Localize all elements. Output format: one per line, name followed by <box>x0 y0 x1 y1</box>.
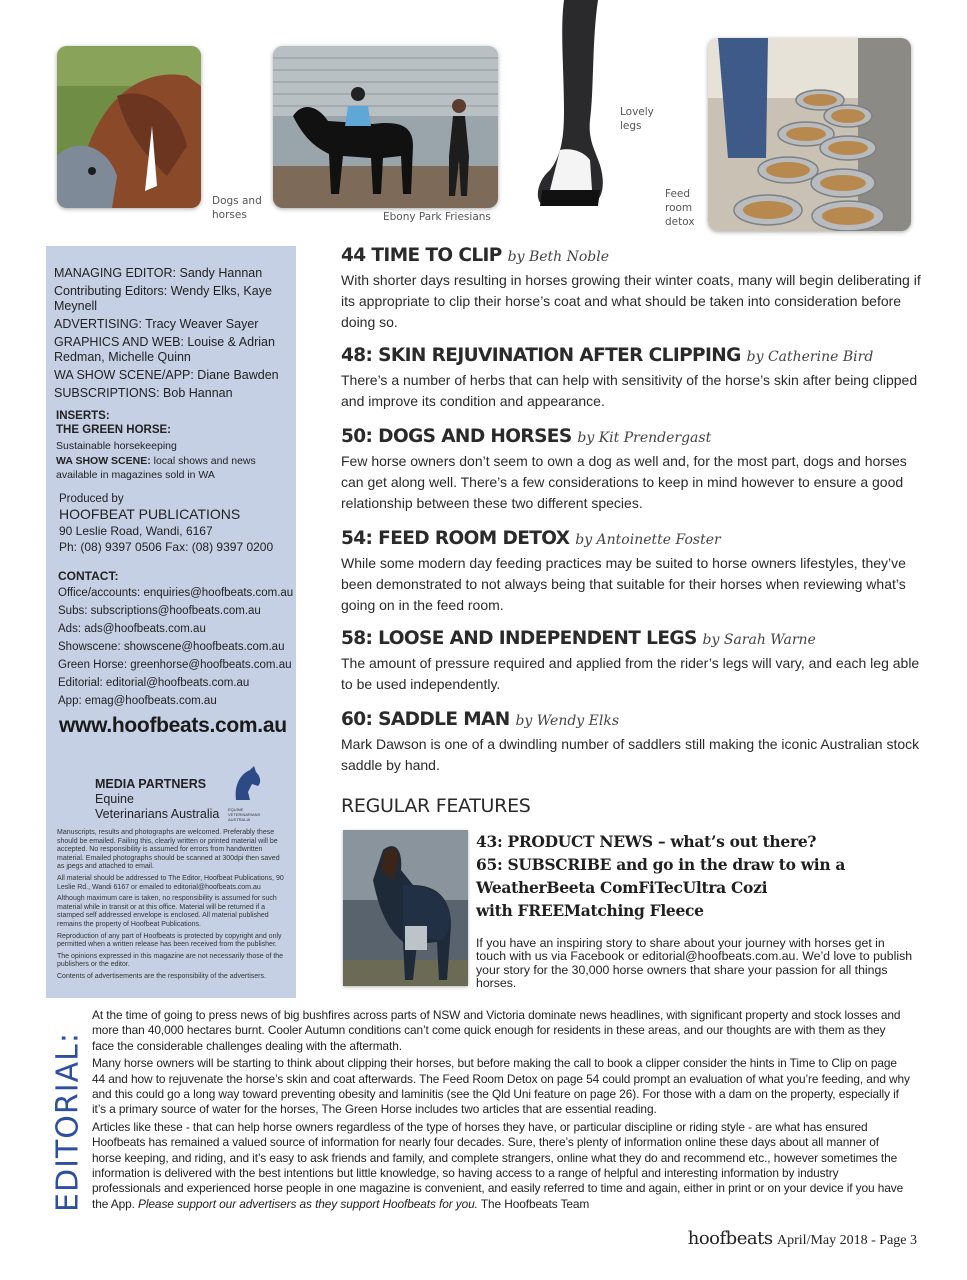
article-summary: Mark Dawson is one of a dwindling number of saddlers still making the iconic Australian stock saddle by hand. <box>341 736 920 773</box>
green-horse-heading: THE GREEN HORSE: <box>56 424 172 436</box>
friesians-photo <box>273 46 498 208</box>
fine-print-manuscripts: Manuscripts, results and photographs are welcomed. Preferably these should be emailed. Failing this, clearly written or printed material will be accepted. No responsibility is assumed for errors from handwritten material. Emailed photographs should be scanned at 300dpi then saved as jpegs and attached to email. <box>57 829 280 871</box>
partner-line1: Equine <box>95 792 134 806</box>
article-title: 54: FEED ROOM DETOX <box>341 528 570 549</box>
article-feed-room-detox <box>341 528 921 616</box>
article-title: 44 TIME TO CLIP <box>341 245 502 266</box>
article-summary: The amount of pressure required and applied from the rider’s legs will vary, and each leg able to be used independently. <box>341 655 920 692</box>
publisher-phone: Ph: (08) 9397 0506 Fax: (08) 9397 0200 <box>59 540 274 554</box>
article-time-to-clip <box>341 245 921 333</box>
article-byline: by Wendy Elks <box>515 713 620 729</box>
fine-print-opinions: The opinions expressed in this magazine are not necessarily those of the publishers or the editor. <box>57 952 284 969</box>
produced-by: Produced by <box>59 493 124 505</box>
advertising: ADVERTISING: Tracy Weaver Sayer <box>54 317 259 331</box>
editorial-paragraph-clipping: Many horse owners will be starting to think about clipping their horses, but before making the call to book a clipper consider the hints in Time to Clip on page 44 and how to rejuvenate the horse’s skin and coat afterwards. The Feed Room Detox on page 54 could prompt an evaluation of what you’re feeding, and why and this could go a long way toward preventing obesity and laminitis (see the Qld Uni feature on page 26). For those with a dam on the property, especially if it’s a primary source of water for the horses, The Green Horse includes two articles that are essential reading. <box>92 1056 910 1117</box>
dogs-horses-photo <box>57 46 201 208</box>
contact-green-horse: Green Horse: greenhorse@hoofbeats.com.au <box>58 659 292 671</box>
article-saddle-man <box>341 709 921 776</box>
fine-print-address: All material should be addressed to The Editor, Hoofbeat Publications, 90 Leslie Rd., Wandi 6167 or emailed to editorial@hoofbeats.com.au <box>57 874 284 891</box>
article-title: 48: SKIN REJUVINATION AFTER CLIPPING <box>341 345 741 366</box>
editorial-vertical-title: EDITORIAL: <box>50 1032 86 1212</box>
feed-room-photo <box>708 38 911 231</box>
dogs-horses-caption: Dogs and horses <box>212 195 262 221</box>
fine-print-care: Although maximum care is taken, no responsibility is assumed for such material while in transit or at this office. Material will be returned if a stamped self addressed envelope is enclosed. All material published remains the property of Hoofbeat Publications. <box>57 895 277 928</box>
publisher-address: 90 Leslie Road, Wandi, 6167 <box>59 524 213 538</box>
friesians-caption: Ebony Park Friesians <box>383 211 491 223</box>
managing-editor: MANAGING EDITOR: Sandy Hannan <box>54 266 263 280</box>
graphics-web: GRAPHICS AND WEB: Louise & Adrian Redman, Michelle Quinn <box>54 335 275 364</box>
lovely-legs-caption: Lovely legs <box>620 106 654 132</box>
article-byline: by Sarah Warne <box>702 632 816 648</box>
article-title: 58: LOOSE AND INDEPENDENT LEGS <box>341 628 697 649</box>
article-summary: With shorter days resulting in horses growing their winter coats, many will begin deliberating if its appropriate to clip their horse’s coat and what should be taken into consideration before doing so. <box>341 272 921 330</box>
contact-app: App: emag@hoofbeats.com.au <box>58 695 217 707</box>
article-summary: There’s a number of herbs that can help with sensitivity of the horse’s skin after being clipped and improve its condition and appearance. <box>341 372 918 409</box>
feed-room-caption: Feed room detox <box>665 188 695 228</box>
fine-print-copyright: Reproduction of any part of Hoofbeats is protected by copyright and only permitted when a written release has been received from the publisher. <box>57 932 282 949</box>
subscribe-line: 65: SUBSCRIBE and go in the draw to win a <box>476 855 846 874</box>
article-byline: by Antoinette Foster <box>575 532 721 548</box>
contributing-editors: Contributing Editors: Wendy Elks, Kaye Meynell <box>54 284 272 313</box>
article-byline: by Kit Prendergast <box>577 430 712 446</box>
publisher-name: HOOFBEAT PUBLICATIONS <box>59 506 241 522</box>
media-partners-heading: MEDIA PARTNERS <box>95 777 207 791</box>
inserts-heading: INSERTS: <box>56 410 110 422</box>
share-story-text: If you have an inspiring story to share about your journey with horses get in touch with us via Facebook or editorial@hoofbeats.com.au. We’d love to publish your story for the 30,000 horse owners that share your passion for all things horses. <box>476 936 913 991</box>
article-summary: Few horse owners don’t seem to own a dog as well and, for the most part, dogs and horses can get along well. There’s a few considerations to keep in mind however to ensure a good relationship between these two different species. <box>341 453 907 511</box>
website-link[interactable]: www.hoofbeats.com.au <box>59 714 287 737</box>
contact-showscene: Showscene: showscene@hoofbeats.com.au <box>58 641 285 653</box>
contact-heading: CONTACT: <box>58 569 119 583</box>
wa-show-scene-insert: WA SHOW SCENE: local shows and news available in magazines sold in WA <box>56 455 256 481</box>
fine-print-advertisements: Contents of advertisements are the responsibility of the advertisers. <box>57 972 266 980</box>
partner-line2: Veterinarians Australia <box>95 807 220 821</box>
contact-office: Office/accounts: enquiries@hoofbeats.com.au <box>58 587 294 599</box>
footer-brand: hoofbeats <box>687 1228 773 1249</box>
footer-issue: April/May 2018 - Page 3 <box>777 1233 917 1248</box>
regular-features-heading: REGULAR FEATURES <box>341 795 531 817</box>
contact-editorial: Editorial: editorial@hoofbeats.com.au <box>58 677 250 689</box>
article-byline: by Beth Noble <box>507 249 610 265</box>
contact-ads: Ads: ads@hoofbeats.com.au <box>58 623 206 635</box>
article-dogs-and-horses <box>341 426 921 514</box>
product-news-line: 43: PRODUCT NEWS – what’s out there? <box>476 832 817 851</box>
green-horse-text: Sustainable horsekeeping <box>56 440 177 452</box>
eva-logo: EQUINE VETERINARIANS AUSTRALIA <box>228 766 268 820</box>
article-loose-legs <box>341 628 921 695</box>
subscriptions: SUBSCRIPTIONS: Bob Hannan <box>54 386 233 400</box>
article-byline: by Catherine Bird <box>746 349 874 365</box>
editorial-paragraph-bushfires: At the time of going to press news of big bushfires across parts of NSW and Victoria dominate news headlines, with significant property and stock losses and more than 40,000 hectares burnt. Cooler Autumn conditions can’t come quick enough for residents in these areas, and our thoughts are with them as they face the considerable challenges dealing with the aftermath. <box>92 1008 901 1053</box>
article-title: 60: SADDLE MAN <box>341 709 510 730</box>
contact-subs: Subs: subscriptions@hoofbeats.com.au <box>58 605 261 617</box>
fleece-line: with FREEMatching Fleece <box>476 901 704 920</box>
wa-show-scene-app: WA SHOW SCENE/APP: Diane Bawden <box>54 368 279 382</box>
horse-head-icon <box>228 766 268 802</box>
page-footer <box>688 1228 917 1249</box>
editorial-paragraph-articles: Articles like these - that can help horse owners regardless of the type of horses they have, or particular discipline or riding style - are what has ensured Hoofbeats has remained a valued source of information for nearly four decades. Sure, there’s plenty of information online these days about all manner of horse keeping, and riding, and it’s easy to ask friends and family, and complete strangers, online what they do and recommend etc., however sometimes the information is delivered with the best intentions but little knowledge, so having access to a range of helpful and interesting information by industry professionals and experienced horse people in one magazine is convenient, and easily referred to time and again, either in print or on your device if you have the App. Please support our advertisers as they support Hoofbeats for you. The Hoofbeats Team <box>92 1119 904 1211</box>
rug-horse-photo <box>343 830 468 986</box>
article-summary: While some modern day feeding practices may be suited to horse owners lifestyles, they’ve been demonstrated to not always being that suitable for their horses when reviewing what’s going on in the feed room. <box>341 555 906 613</box>
weatherbeeta-line: WeatherBeeta ComFiTecUltra Cozi <box>476 878 768 897</box>
article-skin-rejuvination <box>341 345 921 412</box>
horse-leg-photo <box>520 0 616 210</box>
masthead-sidebar <box>46 246 296 998</box>
article-title: 50: DOGS AND HORSES <box>341 426 572 447</box>
